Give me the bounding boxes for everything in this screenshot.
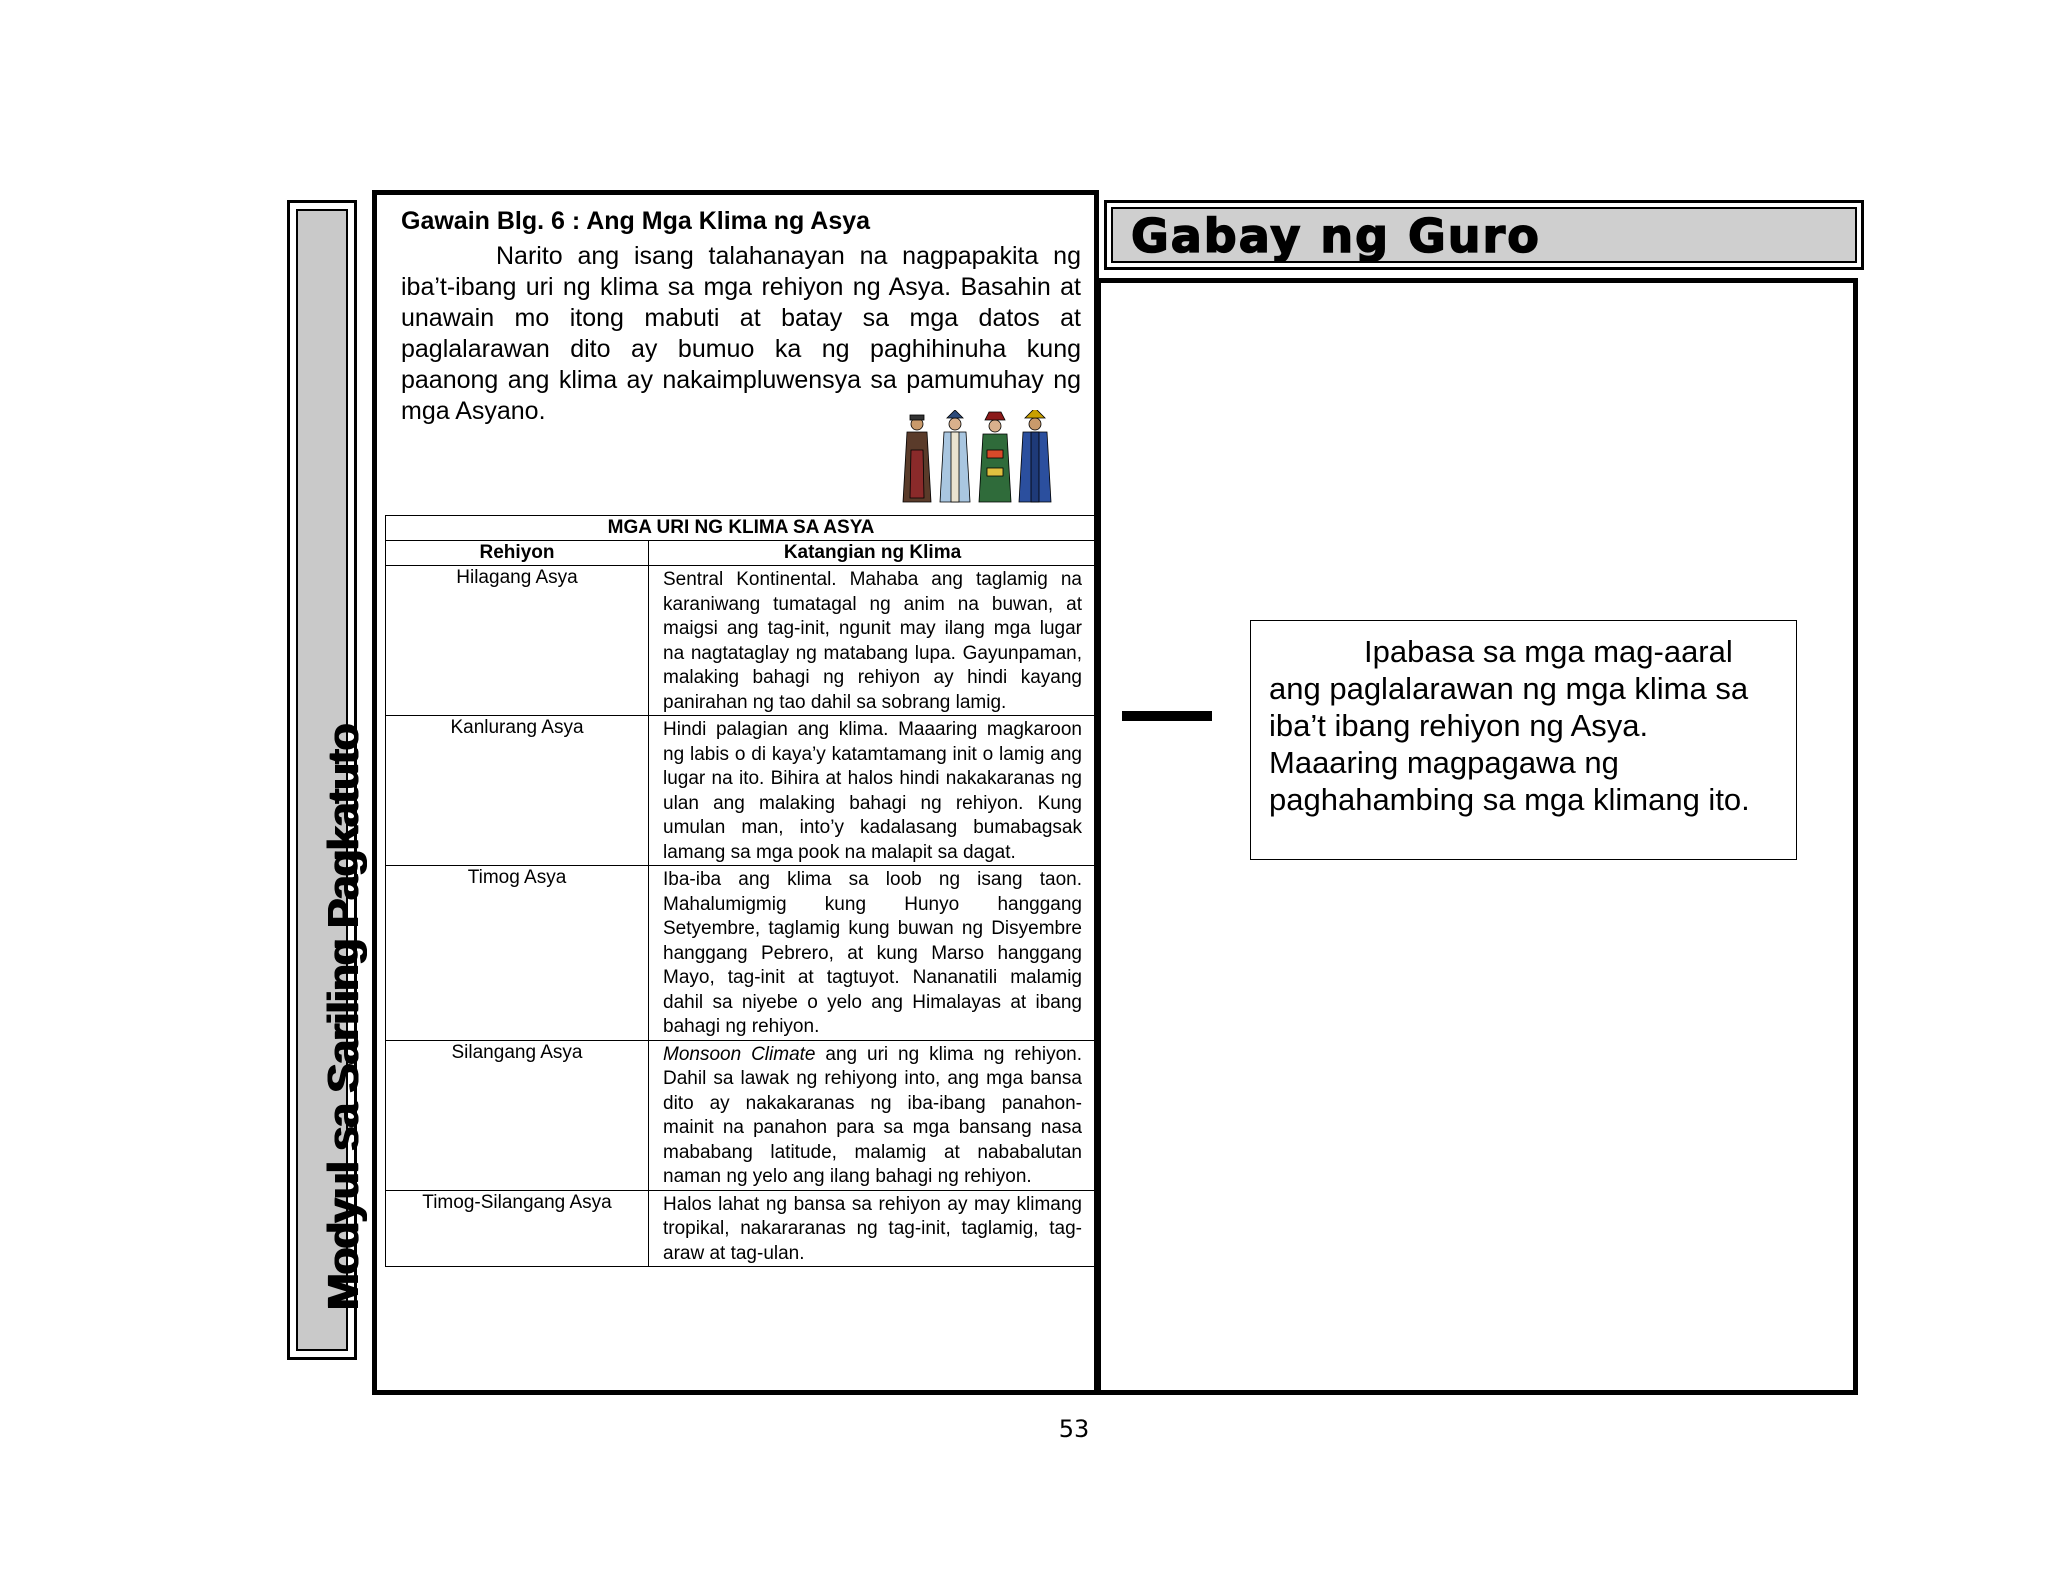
climate-table [385,515,1097,1267]
table-caption: MGA URI NG KLIMA SA ASYA [386,516,1097,541]
climate-description-rest: ang uri ng klima ng rehiyon. Dahil sa lawak ng rehiyong into, ang mga bansa dito ay nakakaranas ng iba-ibang panahon- mainit na panahon para sa mga bansang nasa mababang latitude, malamig at nababalutan naman ng yelo ang ilang bahagi ng rehiyon. [663,1043,1083,1187]
guide-title: Gabay ng Guro [1131,209,1541,263]
region-cell: Timog Asya [386,866,649,1041]
region-cell: Kanlurang Asya [386,716,649,866]
guide-note-text: Ipabasa sa mga mag-aaral ang paglalarawan ng mga klima sa iba’t ibang rehiyon ng Asya. Maaaring magpagawa ng paghahambing sa mga klimang ito. [1269,634,1750,817]
figure-4 [1019,410,1051,502]
region-cell: Hilagang Asya [386,566,649,716]
guide-note-box [1250,620,1797,860]
header-climate: Katangian ng Klima [649,541,1097,566]
figure-1 [903,415,931,502]
climate-description: Iba-iba ang klima sa loob ng isang taon. Mahalumigmig kung Hunyo hanggang Setyembre, taglamig kung buwan ng Disyembre hanggang Pebrero, at kung Marso hanggang Mayo, tag-init at tagtuyot. Nananatili malamig dahil sa niyebe o yelo ang Himalayas at ibang bahagi ng rehiyon. [649,866,1097,1041]
figure-2 [940,410,970,502]
module-panel [372,190,1099,1395]
asian-people-illustration [897,410,1057,510]
dash-marker [1122,711,1212,721]
activity-title: Gawain Blg. 6 : Ang Mga Klima ng Asya [401,207,871,235]
climate-description-italic: Monsoon Climate [663,1043,816,1065]
climate-description: Sentral Kontinental. Mahaba ang taglamig na karaniwang tumatagal ng anim na buwan, at maigsi ang tag-init, ngunit may ilang mga lugar na nagtataglay ng matabang lupa. Gayunpaman, malaking bahagi ng rehiyon ay hindi kayang panirahan ng tao dahil sa sobrang lamig. [649,566,1097,716]
page-number: 53 [1058,1415,1090,1443]
table-row [386,1040,1097,1190]
table-row [386,1190,1097,1267]
climate-description: Hindi palagian ang klima. Maaaring magkaroon ng labis o di kaya’y katamtamang init o lamig ang lugar na ito. Bihira at halos hindi nakakaranas ng ulan ang malaking bahagi ng rehiyon. Kung umulan man, into’y kadalasang bumabagsak lamang sa mga pook na malapit sa dagat. [649,716,1097,866]
table-row [386,866,1097,1041]
table-row [386,566,1097,716]
climate-description [649,1040,1097,1190]
table-row [386,716,1097,866]
region-cell: Silangang Asya [386,1040,649,1190]
activity-intro [401,241,1081,427]
module-side-label: Modyul sa Sariling Pagkatuto [319,724,368,1310]
header-region: Rehiyon [386,541,649,566]
guide-note [1269,633,1784,818]
activity-intro-text: Narito ang isang talahanayan na nagpapakita ng iba’t-ibang uri ng klima sa mga rehiyon ng Asya. Basahin at unawain mo itong mabuti at batay sa mga datos at paglalarawan dito ay bumuo ka ng paghihinuha kung paanong ang klima ay nakaimpluwensya sa pamumuhay ng mga Asyano. [401,242,1081,425]
guide-header-fill [1111,207,1857,263]
figure-3 [979,412,1011,502]
region-cell: Timog-Silangang Asya [386,1190,649,1267]
guide-header [1104,200,1864,270]
climate-description: Halos lahat ng bansa sa rehiyon ay may klimang tropikal, nakararanas ng tag-init, taglamig, tag-araw at tag-ulan. [649,1190,1097,1267]
